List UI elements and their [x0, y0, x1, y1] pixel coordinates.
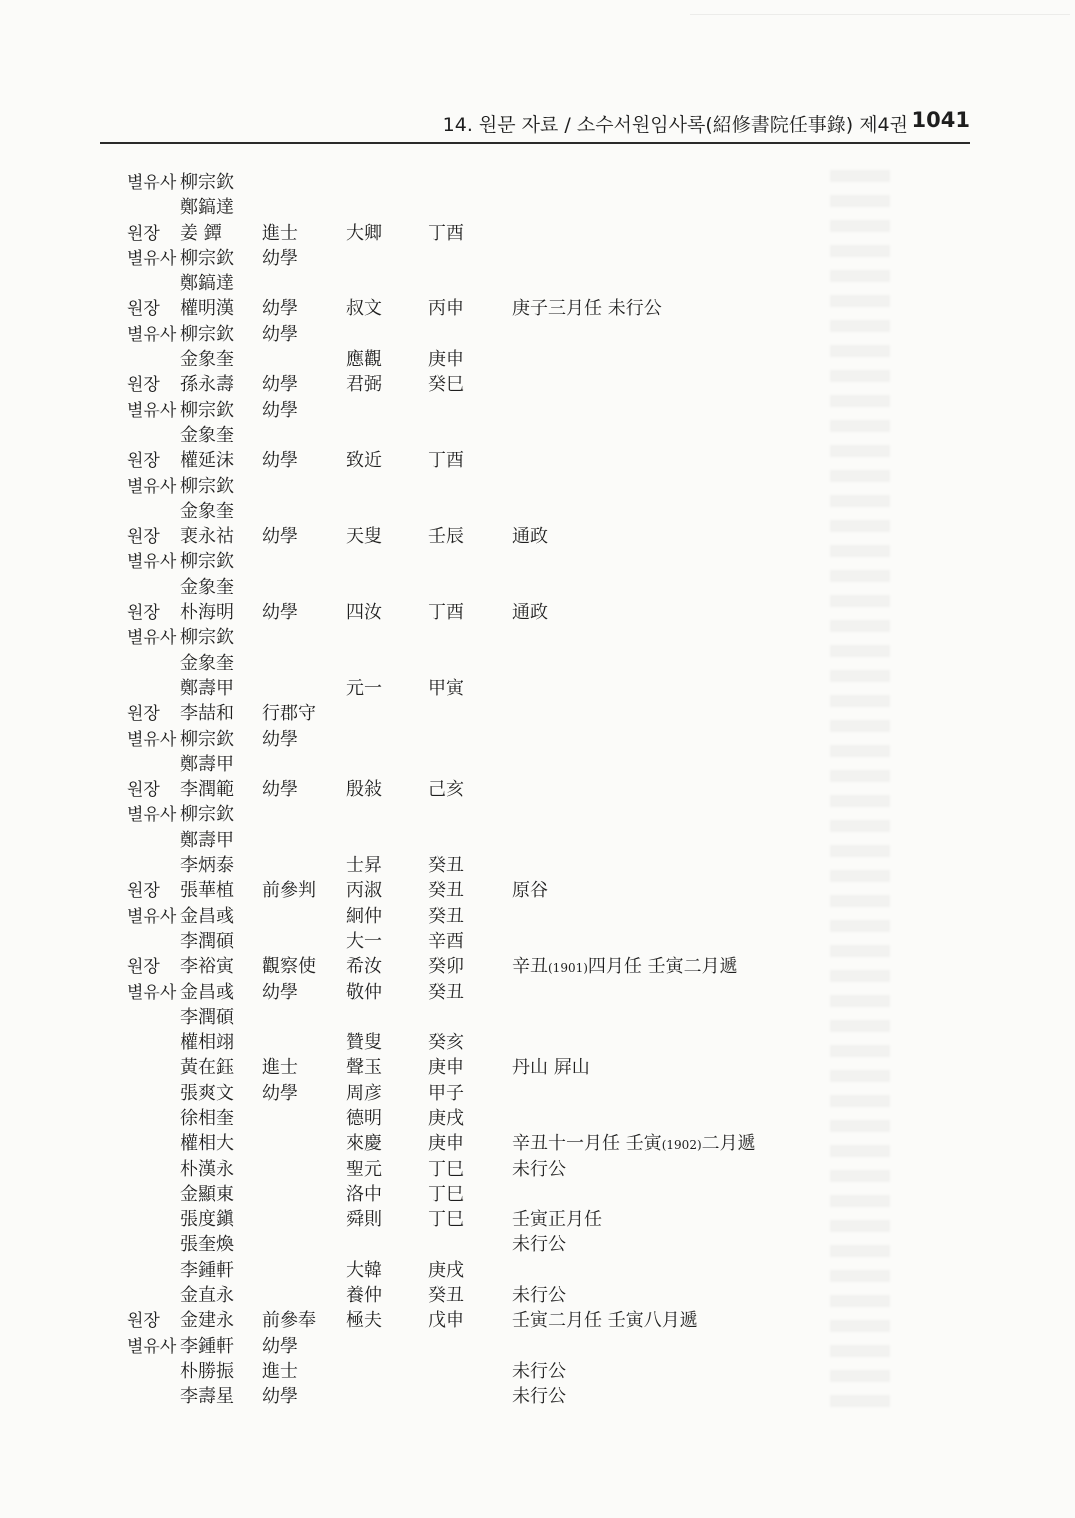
person-name: 鄭鎬達 — [180, 273, 234, 295]
record-row — [0, 927, 1075, 952]
birth-year: 丙申 — [428, 298, 464, 320]
person-title: 幼學 — [262, 450, 298, 472]
record-row — [0, 978, 1075, 1003]
role-label: 별유사 — [127, 1336, 177, 1357]
record-row — [0, 1180, 1075, 1205]
record-row — [0, 1079, 1075, 1104]
person-name: 權明漢 — [180, 298, 234, 320]
birth-year: 庚戌 — [428, 1107, 464, 1129]
record-row — [0, 1028, 1075, 1053]
person-name: 裵永祜 — [180, 526, 234, 548]
courtesy-name: 天叟 — [346, 526, 382, 548]
record-row — [0, 902, 1075, 927]
remark — [512, 1129, 756, 1155]
record-row — [0, 547, 1075, 572]
birth-year: 甲寅 — [428, 677, 464, 699]
courtesy-name: 聲玉 — [346, 1057, 382, 1079]
courtesy-name: 希汝 — [346, 956, 382, 978]
person-name: 柳宗欽 — [180, 627, 234, 649]
courtesy-name: 聖元 — [346, 1158, 382, 1180]
person-name: 金昌彧 — [180, 981, 234, 1003]
record-row — [0, 1281, 1075, 1306]
person-name: 張奎煥 — [180, 1234, 234, 1256]
person-name: 孫永壽 — [180, 374, 234, 396]
birth-year: 丁酉 — [428, 222, 464, 244]
record-row — [0, 1306, 1075, 1331]
role-label: 별유사 — [127, 729, 177, 750]
courtesy-name: 叔文 — [346, 298, 382, 320]
record-row — [0, 396, 1075, 421]
person-name: 金象奎 — [180, 349, 234, 371]
birth-year: 丁酉 — [428, 602, 464, 624]
role-label: 원장 — [127, 603, 160, 624]
remark-year-ce: (1901) — [548, 961, 588, 976]
person-title: 幼學 — [262, 602, 298, 624]
record-row — [0, 851, 1075, 876]
courtesy-name: 君弼 — [346, 374, 382, 396]
role-label: 별유사 — [127, 400, 177, 421]
record-row — [0, 345, 1075, 370]
role-label: 원장 — [127, 223, 160, 244]
birth-year: 戊申 — [428, 1310, 464, 1332]
person-title: 幼學 — [262, 374, 298, 396]
person-name: 李潤碩 — [180, 1006, 234, 1028]
record-row — [0, 294, 1075, 319]
birth-year: 庚申 — [428, 1133, 464, 1155]
role-label: 별유사 — [127, 628, 177, 649]
record-row — [0, 699, 1075, 724]
person-name: 金直永 — [180, 1285, 234, 1307]
person-title: 觀察使 — [262, 956, 316, 978]
remark: 未行公 — [512, 1234, 566, 1256]
record-row — [0, 1205, 1075, 1230]
person-title: 幼學 — [262, 779, 298, 801]
remark-part: 二月遞 — [701, 1133, 756, 1155]
birth-year: 癸丑 — [428, 905, 464, 927]
record-row — [0, 446, 1075, 471]
person-name: 柳宗欽 — [180, 804, 234, 826]
role-label: 원장 — [127, 957, 160, 978]
person-name: 李潤範 — [180, 779, 234, 801]
remark: 未行公 — [512, 1285, 566, 1307]
person-name: 柳宗欽 — [180, 399, 234, 421]
person-name: 金象奎 — [180, 652, 234, 674]
courtesy-name: 絅仲 — [346, 905, 382, 927]
record-row — [0, 193, 1075, 218]
person-title: 幼學 — [262, 247, 298, 269]
person-name: 李壽星 — [180, 1386, 234, 1408]
person-title: 行郡守 — [262, 703, 316, 725]
person-name: 張度鎭 — [180, 1209, 234, 1231]
remark-part: 辛丑十一月任 壬寅 — [512, 1133, 662, 1155]
record-row — [0, 421, 1075, 446]
courtesy-name: 周彦 — [346, 1082, 382, 1104]
person-name: 金昌彧 — [180, 905, 234, 927]
birth-year: 丁酉 — [428, 450, 464, 472]
birth-year: 丁巳 — [428, 1209, 464, 1231]
role-label: 별유사 — [127, 476, 177, 497]
courtesy-name: 德明 — [346, 1107, 382, 1129]
birth-year: 癸丑 — [428, 1285, 464, 1307]
remark — [512, 952, 738, 978]
remark: 未行公 — [512, 1360, 566, 1382]
person-name: 金象奎 — [180, 576, 234, 598]
remark: 壬寅正月任 — [512, 1209, 602, 1231]
record-row — [0, 1003, 1075, 1028]
running-title: 14. 원문 자료 / 소수서원임사록(紹修書院任事錄) 제4권 — [442, 114, 908, 136]
person-name: 權相大 — [180, 1133, 234, 1155]
birth-year: 癸丑 — [428, 981, 464, 1003]
person-name: 張華植 — [180, 880, 234, 902]
person-name: 姜 鐔 — [180, 222, 222, 244]
remark: 原谷 — [512, 880, 548, 902]
courtesy-name: 養仲 — [346, 1285, 382, 1307]
courtesy-name: 來慶 — [346, 1133, 382, 1155]
role-label: 원장 — [127, 375, 160, 396]
record-row — [0, 826, 1075, 851]
birth-year: 癸卯 — [428, 956, 464, 978]
birth-year: 庚戌 — [428, 1259, 464, 1281]
record-row — [0, 623, 1075, 648]
birth-year: 丁巳 — [428, 1183, 464, 1205]
page-number: 1041 — [911, 108, 970, 132]
courtesy-name: 贊叟 — [346, 1032, 382, 1054]
person-title: 進士 — [262, 1057, 298, 1079]
courtesy-name: 洛中 — [346, 1183, 382, 1205]
record-row — [0, 876, 1075, 901]
courtesy-name: 敬仲 — [346, 981, 382, 1003]
birth-year: 癸丑 — [428, 880, 464, 902]
scan-edge-line — [690, 0, 1070, 15]
role-label: 원장 — [127, 881, 160, 902]
record-row — [0, 598, 1075, 623]
record-row — [0, 1104, 1075, 1129]
courtesy-name: 元一 — [346, 677, 382, 699]
remark: 未行公 — [512, 1386, 566, 1408]
person-title: 幼學 — [262, 323, 298, 345]
remark-part: 辛丑 — [512, 956, 548, 978]
remark: 通政 — [512, 526, 548, 548]
person-name: 朴海明 — [180, 602, 234, 624]
person-name: 黃在鈺 — [180, 1057, 234, 1079]
person-name: 朴勝振 — [180, 1360, 234, 1382]
role-label: 원장 — [127, 299, 160, 320]
role-label: 원장 — [127, 451, 160, 472]
courtesy-name: 殷敍 — [346, 779, 382, 801]
record-row — [0, 320, 1075, 345]
person-title: 幼學 — [262, 526, 298, 548]
person-name: 李裕寅 — [180, 956, 234, 978]
records-list — [0, 168, 1075, 1408]
record-row — [0, 497, 1075, 522]
person-name: 金象奎 — [180, 424, 234, 446]
person-name: 鄭壽甲 — [180, 753, 234, 775]
person-name: 鄭壽甲 — [180, 677, 234, 699]
record-row — [0, 750, 1075, 775]
remark: 未行公 — [512, 1158, 566, 1180]
person-name: 權延沫 — [180, 450, 234, 472]
remark-part: 四月任 壬寅二月遞 — [587, 956, 738, 978]
person-title: 幼學 — [262, 399, 298, 421]
birth-year: 丁巳 — [428, 1158, 464, 1180]
record-row — [0, 952, 1075, 977]
record-row — [0, 800, 1075, 825]
role-label: 원장 — [127, 780, 160, 801]
record-row — [0, 269, 1075, 294]
person-name: 柳宗欽 — [180, 323, 234, 345]
role-label: 원장 — [127, 704, 160, 725]
remark: 丹山 屛山 — [512, 1057, 590, 1079]
courtesy-name: 士昇 — [346, 855, 382, 877]
record-row — [0, 674, 1075, 699]
record-row — [0, 1155, 1075, 1180]
record-row — [0, 168, 1075, 193]
record-row — [0, 370, 1075, 395]
person-name: 李鍾軒 — [180, 1259, 234, 1281]
role-label: 별유사 — [127, 248, 177, 269]
role-label: 별유사 — [127, 552, 177, 573]
remark: 通政 — [512, 602, 548, 624]
person-title: 進士 — [262, 222, 298, 244]
person-name: 柳宗欽 — [180, 172, 234, 193]
birth-year: 癸巳 — [428, 374, 464, 396]
courtesy-name: 大卿 — [346, 222, 382, 244]
record-row — [0, 775, 1075, 800]
birth-year: 壬辰 — [428, 526, 464, 548]
person-title: 幼學 — [262, 1335, 298, 1357]
person-name: 鄭鎬達 — [180, 197, 234, 219]
record-row — [0, 725, 1075, 750]
record-row — [0, 573, 1075, 598]
courtesy-name: 丙淑 — [346, 880, 382, 902]
person-title: 幼學 — [262, 298, 298, 320]
person-name: 權相翊 — [180, 1032, 234, 1054]
record-row — [0, 522, 1075, 547]
birth-year: 庚申 — [428, 1057, 464, 1079]
record-row — [0, 1357, 1075, 1382]
courtesy-name: 舜則 — [346, 1209, 382, 1231]
person-title: 幼學 — [262, 1082, 298, 1104]
role-label: 별유사 — [127, 906, 177, 927]
birth-year: 癸亥 — [428, 1032, 464, 1054]
record-row — [0, 1230, 1075, 1255]
courtesy-name: 大韓 — [346, 1259, 382, 1281]
remark: 壬寅二月任 壬寅八月遞 — [512, 1310, 698, 1332]
birth-year: 癸丑 — [428, 855, 464, 877]
role-label: 원장 — [127, 1311, 160, 1332]
record-row — [0, 472, 1075, 497]
courtesy-name: 應觀 — [346, 349, 382, 371]
person-name: 張爽文 — [180, 1082, 234, 1104]
person-name: 金建永 — [180, 1310, 234, 1332]
person-title: 幼學 — [262, 981, 298, 1003]
birth-year: 甲子 — [428, 1082, 464, 1104]
record-row — [0, 1332, 1075, 1357]
person-name: 朴漢永 — [180, 1158, 234, 1180]
person-name: 柳宗欽 — [180, 247, 234, 269]
person-title: 幼學 — [262, 728, 298, 750]
person-name: 李潤碩 — [180, 930, 234, 952]
person-title: 幼學 — [262, 1386, 298, 1408]
person-name: 徐相奎 — [180, 1107, 234, 1129]
person-title: 前參判 — [262, 880, 316, 902]
role-label: 별유사 — [127, 982, 177, 1003]
birth-year: 己亥 — [428, 779, 464, 801]
person-title: 前參奉 — [262, 1310, 316, 1332]
courtesy-name: 極夫 — [346, 1310, 382, 1332]
record-row — [0, 244, 1075, 269]
person-name: 李炳泰 — [180, 855, 234, 877]
courtesy-name: 致近 — [346, 450, 382, 472]
person-name: 李鍾軒 — [180, 1335, 234, 1357]
courtesy-name: 四汝 — [346, 602, 382, 624]
role-label: 별유사 — [127, 324, 177, 345]
person-name: 柳宗欽 — [180, 475, 234, 497]
role-label: 별유사 — [127, 805, 177, 826]
birth-year: 辛酉 — [428, 930, 464, 952]
record-row — [0, 1053, 1075, 1078]
role-label: 별유사 — [127, 173, 177, 193]
record-row — [0, 1256, 1075, 1281]
person-name: 鄭壽甲 — [180, 829, 234, 851]
person-name: 金象奎 — [180, 500, 234, 522]
page-header — [100, 108, 970, 144]
remark-year-ce: (1902) — [661, 1138, 702, 1153]
birth-year: 庚申 — [428, 349, 464, 371]
record-row — [0, 1382, 1075, 1407]
person-name: 柳宗欽 — [180, 551, 234, 573]
record-row — [0, 219, 1075, 244]
person-name: 金顯東 — [180, 1183, 234, 1205]
person-name: 柳宗欽 — [180, 728, 234, 750]
person-title: 進士 — [262, 1360, 298, 1382]
courtesy-name: 大一 — [346, 930, 382, 952]
record-row — [0, 649, 1075, 674]
record-row — [0, 1129, 1075, 1154]
role-label: 원장 — [127, 527, 160, 548]
remark: 庚子三月任 未行公 — [512, 298, 662, 320]
person-name: 李喆和 — [180, 703, 234, 725]
